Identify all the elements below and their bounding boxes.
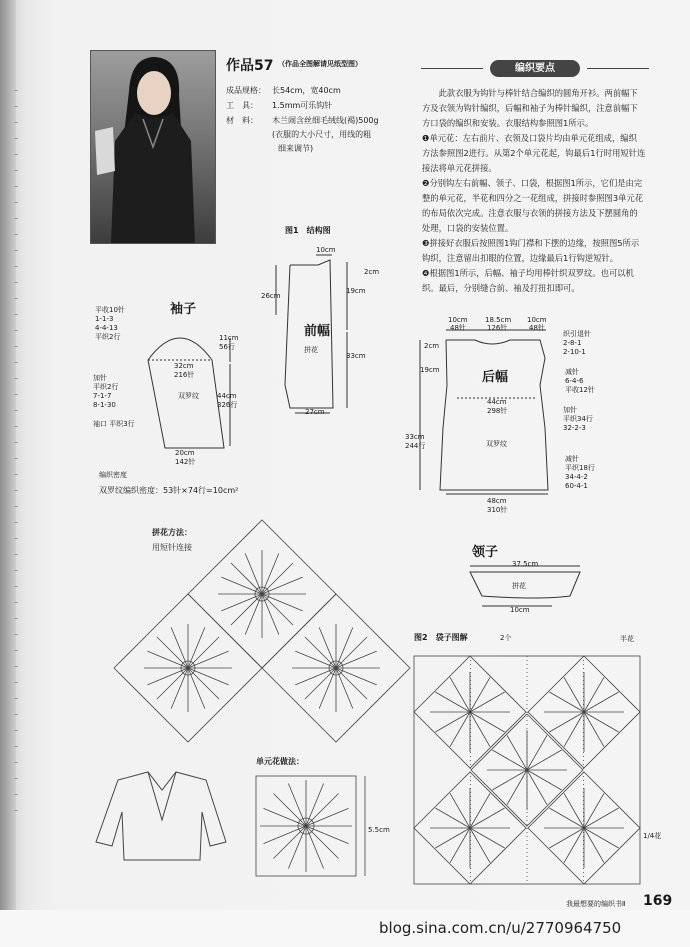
page-number: 169: [643, 893, 673, 909]
size-label: 成品规格：: [226, 86, 266, 95]
sleeve-bottom-sts: 142针: [175, 458, 196, 466]
watermark-url: blog.sina.com.cn/u/2770964750: [379, 919, 622, 937]
sleeve-length-rows: 326行: [217, 401, 238, 409]
sleeve-note: 1-1-3: [95, 315, 114, 323]
sleeve-cap-height: 11cm: [219, 334, 239, 342]
back-chest-sts: 298针: [487, 407, 508, 415]
sleeve-note: 平织2行: [93, 383, 119, 391]
motif-title: 单元花做法：: [256, 757, 304, 766]
front-neck-depth: 26cm: [261, 292, 281, 300]
back-note: 34-4-2: [565, 473, 588, 481]
front-width: 27cm: [305, 408, 325, 416]
back-top-right-sts: 48针: [529, 324, 545, 332]
back-top-left: 10cm: [448, 316, 468, 324]
back-top-mid: 18.5cm: [485, 316, 512, 324]
instruction-line: 方口袋的编织和安装。衣服结构参照图1所示。: [422, 118, 594, 128]
front-top-width: 10cm: [316, 246, 336, 254]
collar-title: 领子: [472, 545, 499, 560]
instruction-line: ❶单元花：左右前片、衣领及口袋片均由单元花组成，编织: [422, 133, 637, 143]
instruction-line: ❹根据图1所示，后幅、袖子均用棒针织双罗纹。也可以机: [422, 268, 634, 278]
back-note: 平收12针: [565, 386, 595, 394]
joined-motifs: [114, 520, 410, 742]
book-name: 我最想要的编织书Ⅱ: [566, 900, 626, 908]
collar-top: 37.5cm: [512, 560, 539, 568]
back-bottom-sts: 310针: [487, 506, 508, 514]
sleeve-note: 平织2行: [95, 333, 121, 341]
collar-pattern: 拼花: [512, 582, 526, 590]
back-neck: 2cm: [424, 342, 440, 350]
instruction-line: ❷分别钩左右前幅、领子、口袋，根据图1所示，它们是由完: [422, 178, 643, 188]
back-note: 平织18行: [565, 464, 595, 472]
front-title: 前幅: [304, 324, 331, 339]
material-line-1: 木兰闹含丝细毛绒线(褐)500g: [272, 116, 379, 125]
back-top-right: 10cm: [527, 316, 547, 324]
collar-bottom: 10cm: [510, 606, 530, 614]
sleeve-bottom: 20cm: [175, 449, 195, 457]
instruction-line: 此款衣服为钩针与棒针结合编织的圆角开衫。两前幅下: [422, 88, 638, 98]
back-note: 2-8-1: [563, 339, 582, 347]
material-label: 材 料：: [226, 116, 258, 125]
figure2-half: 半花: [620, 635, 634, 643]
back-note: 加针: [563, 406, 577, 414]
sleeve-width: 32cm: [174, 362, 194, 370]
density-value: 双罗纹编织密度：53针×74行=10cm²: [99, 486, 239, 495]
instruction-line: 的布局依次完成。注意衣服与衣领的拼接方法及下摆圆角的: [422, 208, 638, 218]
back-note: 6-4-6: [565, 377, 584, 385]
instruction-line: 方法参照图2进行。从第2个单元花起，钩最后1行时用短针连: [422, 148, 646, 158]
sleeve-note: 8-1-30: [93, 401, 116, 409]
single-motif: [256, 776, 365, 876]
back-top-mid-sts: 126针: [487, 324, 508, 332]
back-chest: 44cm: [487, 398, 507, 406]
figure2-count: 2个: [500, 634, 512, 642]
sleeve-note: 加针: [93, 374, 107, 382]
work-note: （作品全图解请见纸型图）: [278, 60, 362, 68]
instruction-line: 织。最后，分别缝合前、袖及打扭扣即可。: [422, 283, 580, 293]
sleeve-cuff: 袖口 平织3行: [93, 420, 135, 428]
sleeve-note: 7-1-7: [93, 392, 112, 400]
density-label: 编织密度: [99, 471, 127, 479]
sleeve-note: 平收10针: [95, 306, 125, 314]
front-body-height: 33cm: [346, 352, 366, 360]
joining-desc: 用短针连接: [152, 543, 192, 552]
back-note: 平织34行: [563, 415, 593, 423]
figure2-quarter: 1/4花: [643, 832, 662, 840]
back-bottom: 48cm: [487, 497, 507, 505]
back-pattern: 双罗纹: [486, 440, 507, 448]
instruction-line: ❸拼接好衣服后按照图1钩门襟和下摆的边缘，按照图5所示: [422, 238, 640, 248]
back-note: 减针: [565, 368, 579, 376]
back-height: 33cm: [405, 433, 425, 441]
front-shoulder: 2cm: [364, 268, 380, 276]
joining-title: 拼花方法：: [152, 528, 192, 537]
work-title: 作品57: [226, 58, 274, 74]
sleeve-length: 44cm: [217, 392, 237, 400]
sleeve-title: 袖子: [170, 302, 197, 317]
figure1-label: 图1 结构图: [285, 226, 331, 235]
motif-size: 5.5cm: [368, 826, 390, 834]
instruction-line: 方及衣领为钩针编织，后幅和袖子为棒针编织，注意前幅下: [422, 103, 638, 113]
back-note: 60-4-1: [565, 482, 588, 490]
back-note: 2-10-1: [563, 348, 586, 356]
front-pattern: 拼花: [304, 346, 318, 354]
back-arm-height: 19cm: [420, 366, 440, 374]
instruction-line: 钩织，注意留出扣眼的位置，边缘最后1行钩逆短针。: [422, 253, 619, 263]
size-value: 长54cm，宽40cm: [272, 86, 341, 95]
jacket-sketch: [96, 772, 226, 860]
instruction-line: 处理，口袋的安装位置。: [422, 223, 514, 233]
back-note: 织引退针: [563, 330, 591, 338]
back-title: 后幅: [482, 370, 509, 385]
material-line-3: 细来调节): [278, 144, 314, 153]
pocket-chart: [414, 656, 640, 884]
figure2-label: 图2 袋子图解: [414, 633, 468, 642]
back-note: 32-2-3: [563, 424, 586, 432]
sleeve-width-sts: 216针: [174, 371, 195, 379]
instruction-line: 整的单元花，半花和四分之一花组成，拼接时参照图3单元花: [422, 193, 643, 203]
tool-label: 工 具：: [226, 101, 258, 110]
sleeve-cap-rows: 56行: [219, 343, 235, 351]
material-line-2: (衣服的大小尺寸，用线的粗: [272, 130, 372, 139]
back-height-rows: 244行: [405, 442, 426, 450]
back-note: 减针: [565, 455, 579, 463]
tool-value: 1.5mm可乐钩针: [272, 101, 333, 110]
back-top-left-sts: 48针: [450, 324, 466, 332]
sleeve-pattern: 双罗纹: [178, 392, 199, 400]
section-title: 编织要点: [490, 60, 580, 77]
instruction-line: 接法将单元花拼接。: [422, 163, 497, 173]
front-armhole: 19cm: [346, 287, 366, 295]
sleeve-note: 4-4-13: [95, 324, 118, 332]
